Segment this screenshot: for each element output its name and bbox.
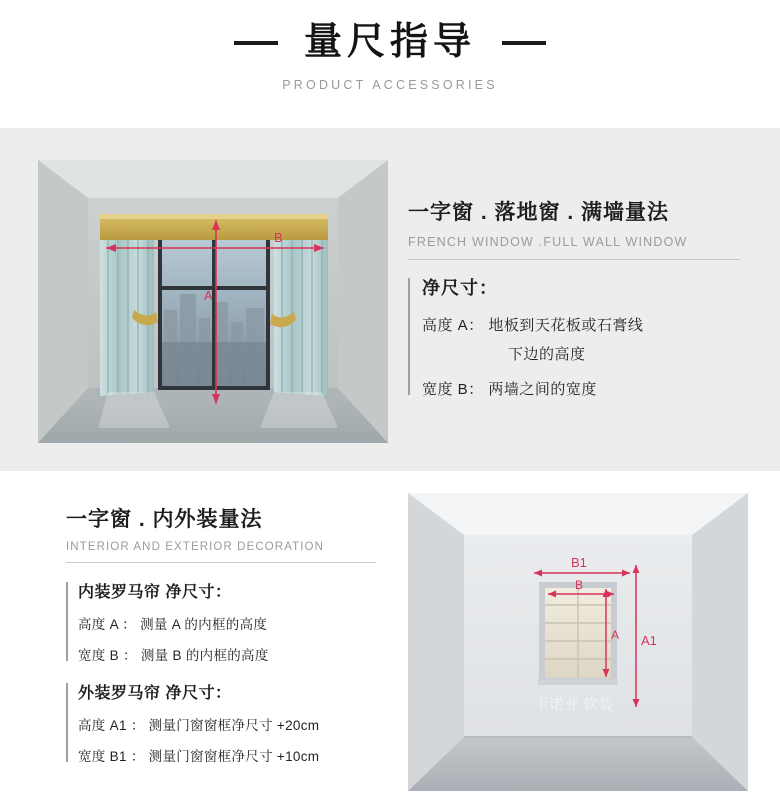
label-b-section1: B [274, 230, 283, 245]
title-row [234, 22, 546, 64]
section-2-heading: 一字窗 . 内外装量法 [66, 508, 263, 531]
label-b-section2: B [575, 578, 584, 592]
roman-shade-photo [408, 493, 748, 791]
section-1-spec-width: 宽度 B： 两墙之间的宽度 [422, 381, 597, 398]
label-a-section1: A [204, 288, 213, 303]
french-window-illustration [38, 160, 388, 443]
interior-roman-shade-group [66, 579, 396, 664]
section-1-subheading: FRENCH WINDOW .FULL WALL WINDOW [408, 235, 688, 249]
section-1-heading: 一字窗 . 落地窗 . 满墙量法 [408, 201, 670, 224]
exterior-height-line: 高度 A1 ： 测量门窗窗框净尺寸 +20cm [78, 718, 320, 733]
section-2-text [66, 503, 396, 765]
french-window-photo [38, 160, 388, 443]
exterior-roman-shade-group [66, 680, 396, 765]
page-subtitle: PRODUCT ACCESSORIES [282, 77, 498, 92]
dash-left-icon [234, 41, 278, 45]
roman-shade-illustration [408, 493, 748, 791]
section-1-net-size-label: 净尺寸： [422, 278, 498, 298]
section-2 [0, 471, 780, 808]
label-a-section2: A [611, 628, 620, 642]
interior-height-line: 高度 A ： 测量 A 的内框的高度 [78, 617, 268, 632]
interior-group-title: 内装罗马帘 净尺寸： [78, 584, 232, 601]
label-a1-section2: A1 [641, 633, 657, 648]
section-2-divider [66, 562, 376, 563]
exterior-width-line: 宽度 B1 ： 测量门窗窗框净尺寸 +10cm [78, 749, 320, 764]
section-1-text [408, 196, 758, 399]
interior-width-line: 宽度 B ： 测量 B 的内框的高度 [78, 648, 269, 663]
exterior-group-title: 外装罗马帘 净尺寸： [78, 685, 232, 702]
section-1-spec-height: 高度 A： 地板到天花板或石膏线 [422, 317, 644, 334]
page-header [0, 0, 780, 128]
page-title: 量尺指导 [303, 21, 476, 63]
watermark-text: 卡诺亚 软装 [534, 696, 614, 713]
label-b1-section2: B1 [571, 555, 587, 570]
section-1-divider [408, 259, 740, 260]
section-1-spec-height-cont: 下边的高度 [508, 346, 586, 363]
section-1-spec-block [408, 274, 758, 399]
dash-right-icon [502, 41, 546, 45]
section-2-subheading: INTERIOR AND EXTERIOR DECORATION [66, 541, 324, 553]
